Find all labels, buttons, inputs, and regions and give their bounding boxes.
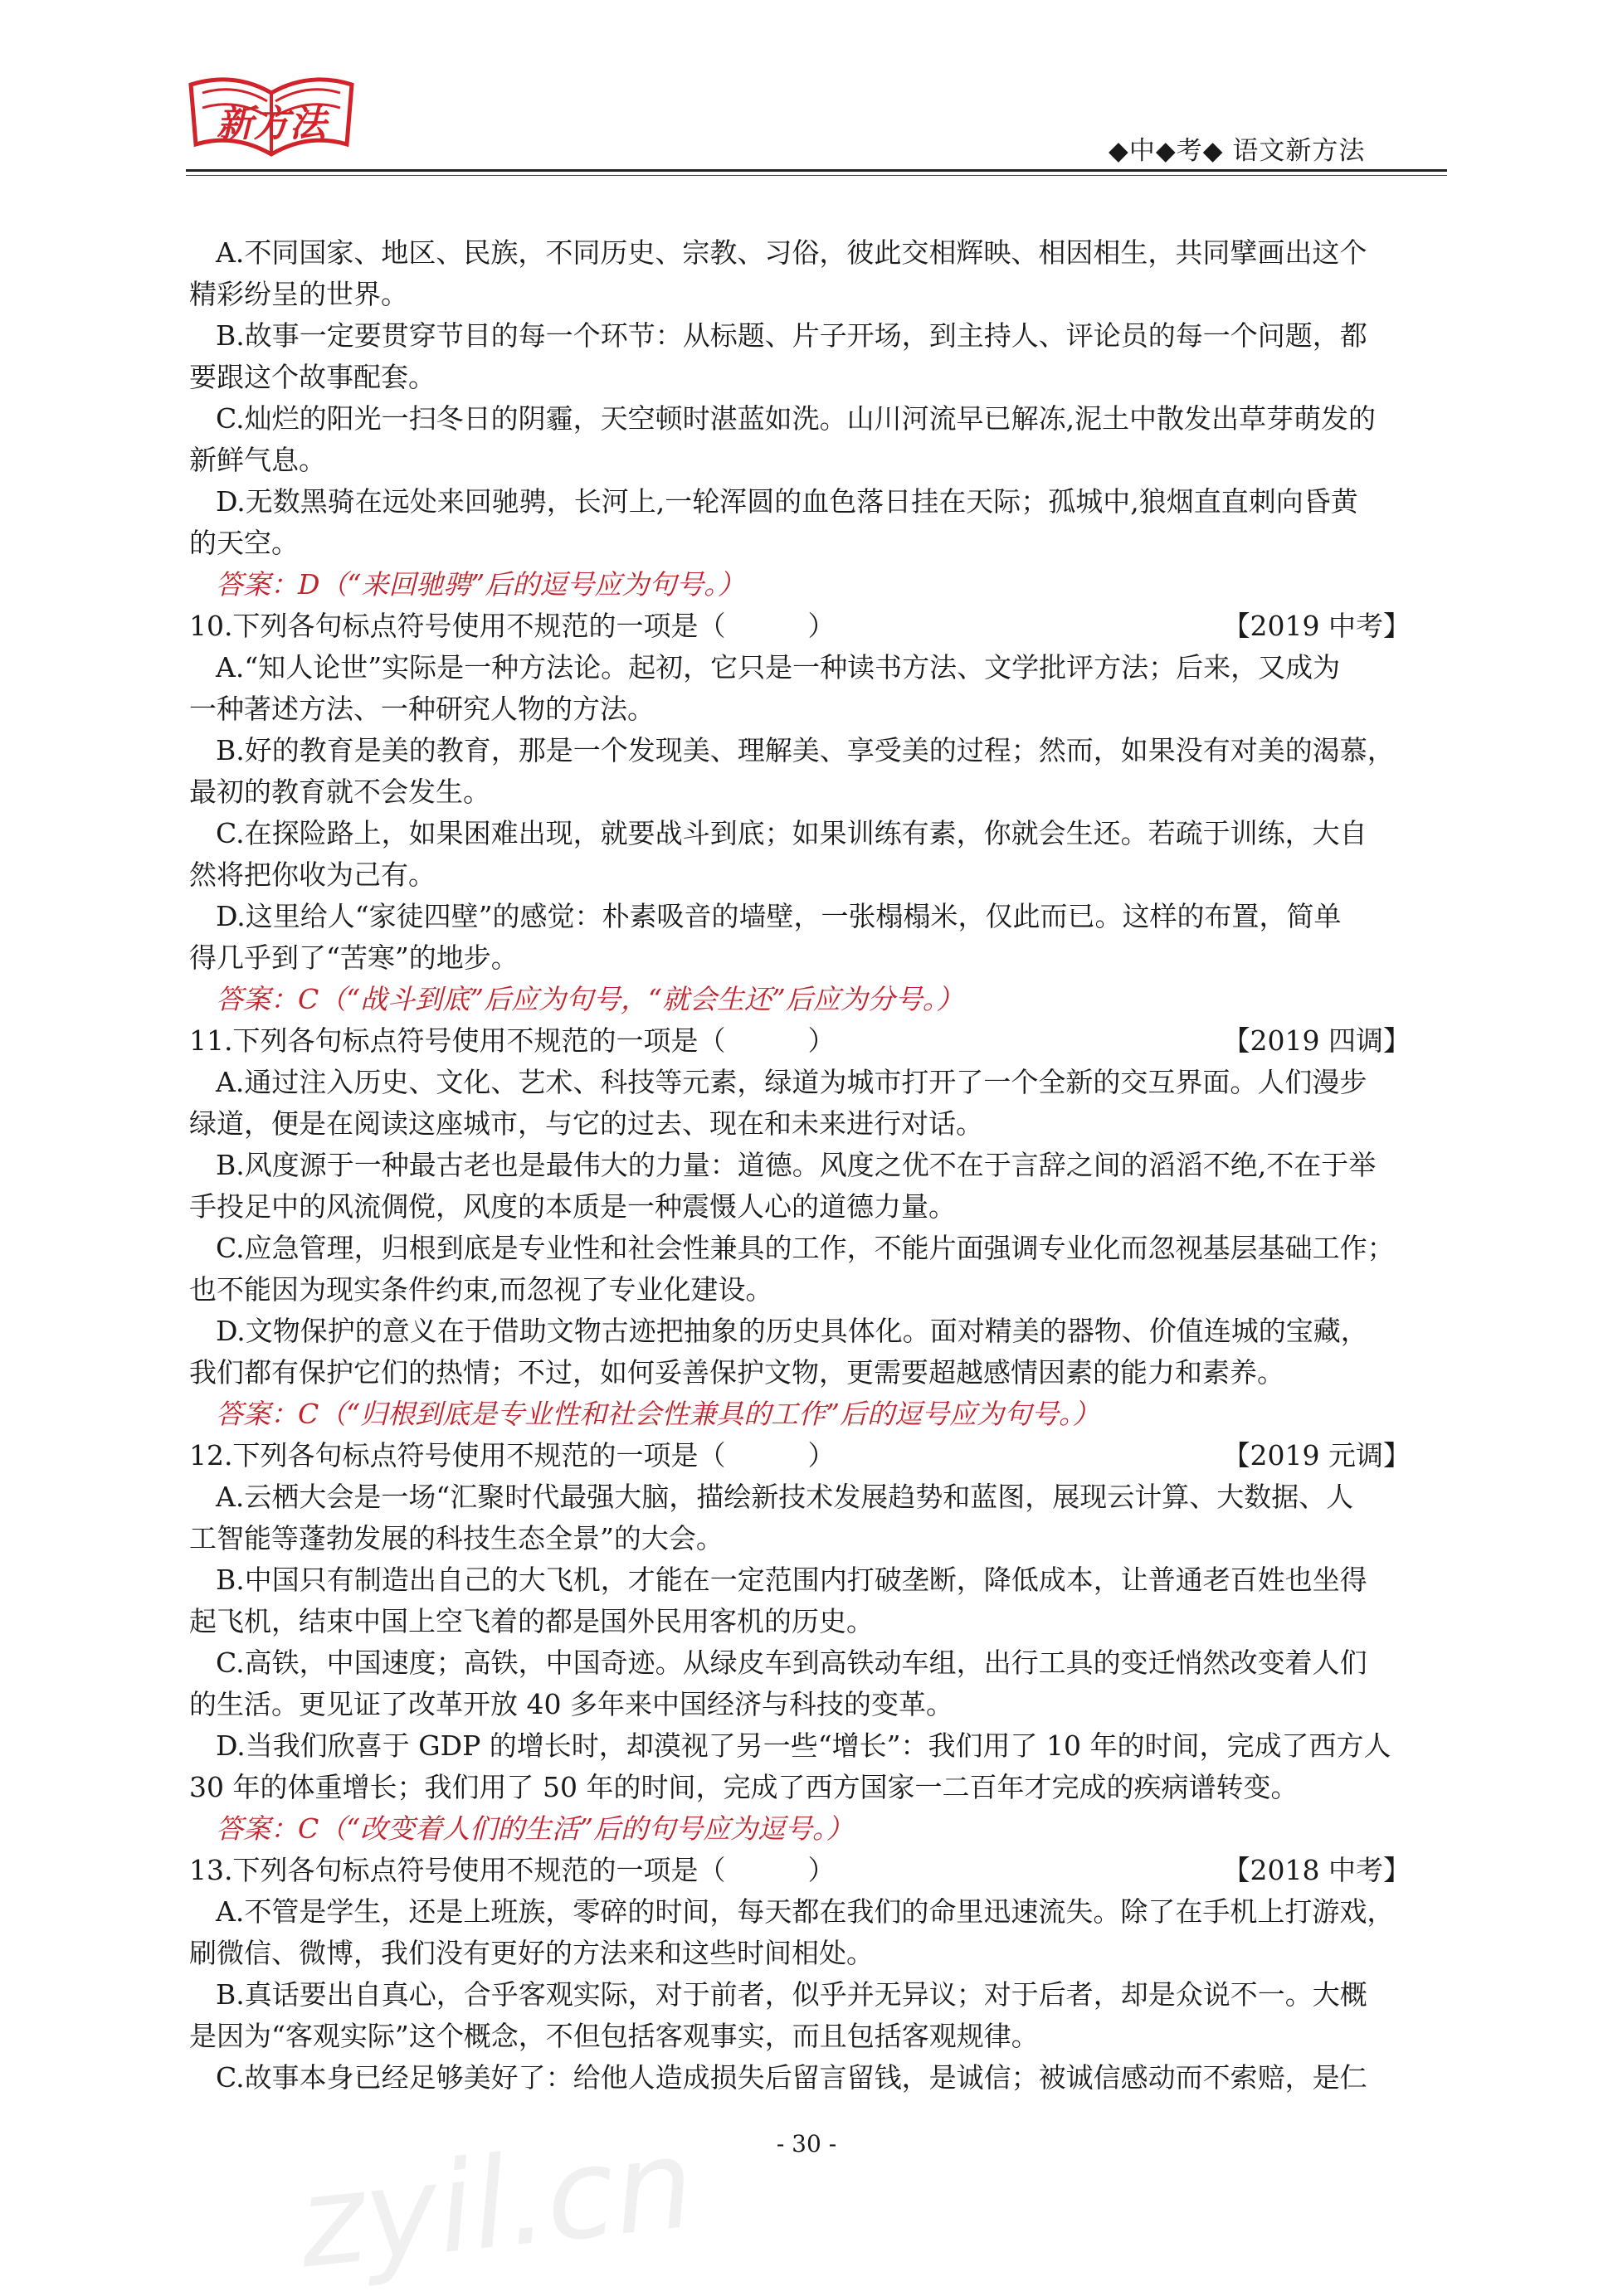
series-title: ◆中◆考◆ 语文新方法 [1109, 136, 1366, 166]
option-continuation: 是因为“客观实际”这个概念，不但包括客观事实，而且包括客观规律。 [189, 2020, 1039, 2052]
page-content [189, 232, 1444, 2099]
option-line: D.当我们欣喜于 GDP 的增长时，却漠视了另一些“增长”：我们用了 10 年的时间，完成了西方人 [216, 1729, 1391, 1762]
option-continuation: 最初的教育就不会发生。 [189, 776, 490, 808]
source-tag: 【2018 中考】 [1222, 1854, 1411, 1886]
question-stem-row [189, 1435, 1444, 1476]
answer-line: 答案：D（“来回驰骋”后的逗号应为句号。） [216, 568, 745, 601]
logo-text: 新方法 [217, 103, 326, 145]
option-continuation: 工智能等蓬勃发展的科技生态全景”的大会。 [189, 1522, 724, 1554]
question-stem: 12.下列各句标点符号使用不规范的一项是（ ） [189, 1439, 836, 1471]
header-rule-thin [186, 175, 1447, 176]
option-line: C.在探险路上，如果困难出现，就要战斗到底；如果训练有素，你就会生还。若疏于训练，大自 [216, 817, 1367, 849]
option-line: B.中国只有制造出自己的大飞机，才能在一定范围内打破垄断，降低成本，让普通老百姓也坐得 [216, 1564, 1367, 1596]
option-line: C.应急管理，归根到底是专业性和社会性兼具的工作，不能片面强调专业化而忽视基层基础工作； [216, 1232, 1395, 1264]
option-line: A.通过注入历史、文化、艺术、科技等元素，绿道为城市打开了一个全新的交互界面。人们漫步 [216, 1066, 1367, 1098]
option-continuation: 新鲜气息。 [189, 444, 326, 476]
source-tag: 【2019 四调】 [1222, 1024, 1411, 1057]
option-continuation: 也不能因为现实条件约束,而忽视了专业化建设。 [189, 1273, 773, 1306]
option-line: A.不同国家、地区、民族，不同历史、宗教、习俗，彼此交相辉映、相因相生，共同擘画出这个 [216, 236, 1367, 269]
answer-line: 答案：C（“战斗到底”后应为句号，“就会生还”后应为分号。） [216, 983, 964, 1015]
option-continuation: 得几乎到了“苦寒”的地步。 [189, 941, 519, 974]
option-continuation: 绿道，便是在阅读这座城市，与它的过去、现在和未来进行对话。 [189, 1107, 983, 1140]
option-continuation: 然将把你收为己有。 [189, 859, 436, 891]
option-continuation: 30 年的体重增长；我们用了 50 年的时间，完成了西方国家一二百年才完成的疾病谱转变。 [189, 1771, 1299, 1803]
option-line: C.高铁，中国速度；高铁，中国奇迹。从绿皮车到高铁动车组，出行工具的变迁悄然改变着人们 [216, 1647, 1367, 1679]
watermark: zyil.cn [292, 2111, 700, 2296]
option-line: A.不管是学生，还是上班族，零碎的时间，每天都在我们的命里迅速流失。除了在手机上打游戏， [216, 1895, 1395, 1928]
book-logo-icon [184, 68, 358, 166]
option-continuation: 手投足中的风流倜傥，风度的本质是一种震慑人心的道德力量。 [189, 1190, 956, 1223]
option-line: B.真话要出自真心，合乎客观实际，对于前者，似乎并无异议；对于后者，却是众说不一。大概 [216, 1978, 1367, 2011]
option-line: A.云栖大会是一场“汇聚时代最强大脑，描绘新技术发展趋势和蓝图，展现云计算、大数据、人 [216, 1481, 1354, 1513]
option-continuation: 的天空。 [189, 527, 299, 559]
answer-line: 答案：C（“归根到底是专业性和社会性兼具的工作”后的逗号应为句号。） [216, 1398, 1100, 1430]
option-continuation: 一种著述方法、一种研究人物的方法。 [189, 693, 655, 725]
source-tag: 【2019 元调】 [1222, 1439, 1411, 1471]
source-tag: 【2019 中考】 [1222, 610, 1411, 642]
question-stem: 10.下列各句标点符号使用不规范的一项是（ ） [189, 610, 836, 642]
option-continuation: 精彩纷呈的世界。 [189, 278, 408, 310]
option-continuation: 我们都有保护它们的热情；不过，如何妥善保护文物，更需要超越感情因素的能力和素养。 [189, 1356, 1284, 1389]
option-line: D.这里给人“家徒四壁”的感觉：朴素吸音的墙壁，一张榻榻米，仅此而已。这样的布置，简单 [216, 900, 1342, 932]
option-line: C.灿烂的阳光一扫冬日的阴霾，天空顿时湛蓝如洗。山川河流早已解冻,泥土中散发出草芽萌发的 [216, 402, 1377, 435]
option-line: B.风度源于一种最古老也是最伟大的力量：道德。风度之优不在于言辞之间的滔滔不绝,不在于举 [216, 1149, 1377, 1181]
option-continuation: 的生活。更见证了改革开放 40 多年来中国经济与科技的变革。 [189, 1688, 953, 1720]
page-number: - 30 - [776, 2130, 837, 2157]
option-line: C.故事本身已经足够美好了：给他人造成损失后留言留钱，是诚信；被诚信感动而不索赔，是仁 [216, 2061, 1367, 2094]
question-stem: 11.下列各句标点符号使用不规范的一项是（ ） [189, 1024, 836, 1057]
option-line: B.故事一定要贯穿节目的每一个环节：从标题、片子开场，到主持人、评论员的每一个问题，都 [216, 319, 1367, 352]
question-list [189, 606, 1444, 2099]
top-options [189, 232, 1444, 564]
option-line: A.“知人论世”实际是一种方法论。起初，它只是一种读书方法、文学批评方法；后来，又成为 [216, 651, 1341, 683]
option-line: D.无数黑骑在远处来回驰骋，长河上,一轮浑圆的血色落日挂在天际；孤城中,狼烟直直刺向昏黄 [216, 485, 1358, 518]
publisher-logo [184, 68, 358, 166]
answer-line: 答案：C（“改变着人们的生活”后的句号应为逗号。） [216, 1812, 854, 1845]
option-continuation: 要跟这个故事配套。 [189, 361, 436, 393]
question-stem-row [189, 1020, 1444, 1062]
header-rule [186, 169, 1447, 172]
question-stem-row [189, 606, 1444, 647]
option-continuation: 起飞机，结束中国上空飞着的都是国外民用客机的历史。 [189, 1605, 874, 1637]
option-line: D.文物保护的意义在于借助文物古迹把抽象的历史具体化。面对精美的器物、价值连城的宝藏， [216, 1315, 1368, 1347]
option-continuation: 刷微信、微博，我们没有更好的方法来和这些时间相处。 [189, 1937, 874, 1969]
question-stem-row [189, 1850, 1444, 1891]
option-line: B.好的教育是美的教育，那是一个发现美、理解美、享受美的过程；然而，如果没有对美的渴慕， [216, 734, 1395, 766]
question-stem: 13.下列各句标点符号使用不规范的一项是（ ） [189, 1854, 836, 1886]
